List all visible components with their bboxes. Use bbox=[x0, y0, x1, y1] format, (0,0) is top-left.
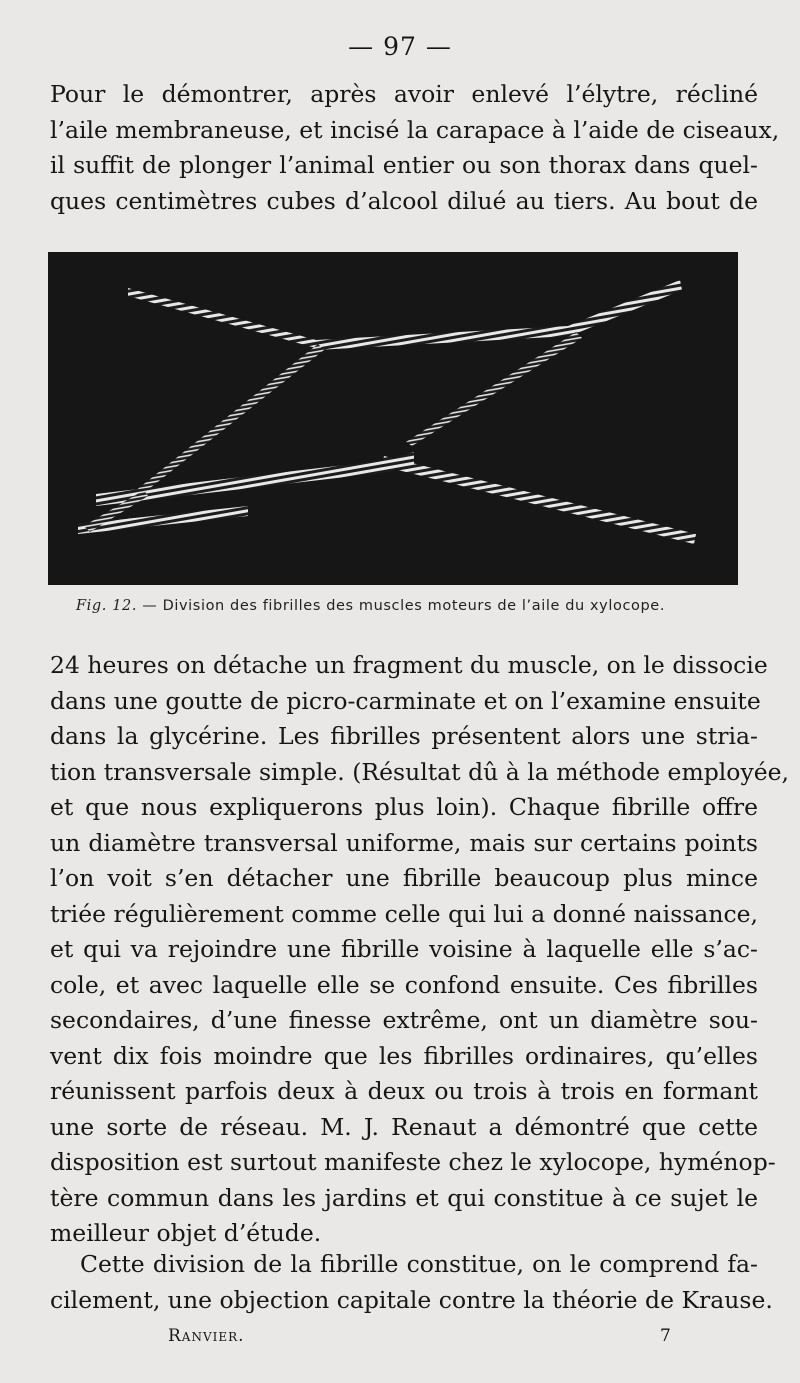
text-line: Pour le démontrer, après avoir enlevé l’élytre, récliné bbox=[50, 80, 758, 108]
figure-caption bbox=[76, 598, 726, 614]
signature-mark: 7 bbox=[660, 1326, 671, 1346]
fibril-upper-left bbox=[128, 288, 316, 348]
figure-caption-text: — Division des fibrilles des muscles moteurs de l’aile du xylocope. bbox=[137, 598, 666, 614]
paragraph-2 bbox=[50, 648, 790, 1252]
paragraph-3 bbox=[50, 1247, 773, 1318]
fibrils-drawing bbox=[48, 252, 738, 585]
text-line: tion transversale simple. (Résultat dû à la méthode employée, bbox=[50, 757, 790, 786]
text-line: et qui va rejoindre une fibrille voisine à laquelle elle s’ac- bbox=[50, 935, 758, 963]
fibril-upper-main bbox=[316, 280, 682, 350]
text-line: tère commun dans les jardins et qui constitue à ce sujet le bbox=[50, 1183, 758, 1212]
text-line: triée régulièrement comme celle qui lui a donné naissance, bbox=[50, 899, 758, 928]
text-line: l’aile membraneuse, et incisé la carapace à l’aide de ciseaux, bbox=[50, 115, 780, 144]
text-line: dans la glycérine. Les fibrilles présentent alors une stria- bbox=[50, 722, 758, 750]
text-line: il suffit de plonger l’animal entier ou son thorax dans quel- bbox=[50, 151, 758, 179]
page-footer bbox=[0, 1326, 800, 1356]
text-line: 24 heures on détache un fragment du muscle, on le dissocie bbox=[50, 651, 768, 679]
fibril-lower-right bbox=[382, 456, 696, 544]
figure-fibrils-illustration bbox=[48, 252, 738, 585]
paragraph-1 bbox=[50, 77, 780, 219]
text-line: l’on voit s’en détacher une fibrille beaucoup plus mince bbox=[50, 864, 758, 892]
text-line: vent dix fois moindre que les fibrilles ordinaires, qu’elles bbox=[50, 1041, 758, 1070]
text-line: secondaires, d’une finesse extrême, ont un diamètre sou- bbox=[50, 1006, 758, 1034]
figure-label: Fig. 12. bbox=[76, 598, 138, 614]
text-line: ques centimètres cubes d’alcool dilué au tiers. Au bout de bbox=[50, 186, 758, 215]
text-line: Cette division de la fibrille constitue, on le comprend fa- bbox=[80, 1250, 758, 1278]
text-line: réunissent parfois deux à deux ou trois à trois en formant bbox=[50, 1077, 758, 1105]
text-line: cole, et avec laquelle elle se confond ensuite. Ces fibrilles bbox=[50, 970, 758, 999]
page-number: — 97 — bbox=[348, 32, 452, 61]
author-name: Ranvier. bbox=[168, 1326, 245, 1346]
text-line: dans une goutte de picro-carminate et on l’examine ensuite bbox=[50, 686, 761, 715]
text-line: cilement, une objection capitale contre la théorie de Krause. bbox=[50, 1285, 773, 1314]
text-line: et que nous expliquerons plus loin). Chaque fibrille offre bbox=[50, 793, 758, 821]
text-line: une sorte de réseau. M. J. Renaut a démontré que cette bbox=[50, 1112, 758, 1141]
text-line: disposition est surtout manifeste chez le xylocope, hyménop- bbox=[50, 1148, 776, 1176]
fibril-secondary-right bbox=[406, 332, 582, 446]
text-line: un diamètre transversal uniforme, mais sur certains points bbox=[50, 828, 758, 857]
text-line: meilleur objet d’étude. bbox=[50, 1219, 322, 1247]
